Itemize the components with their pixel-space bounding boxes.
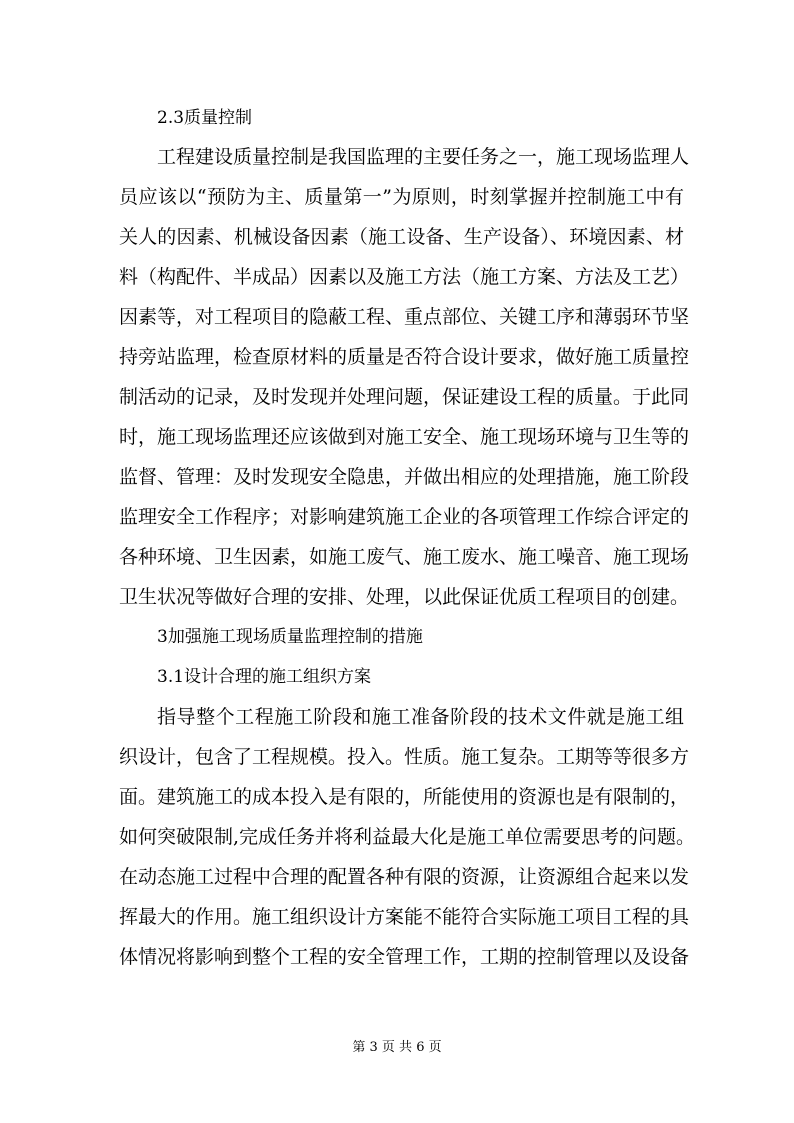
paragraph-line: 卫生状况等做好合理的安排、处理，以此保证优质工程项目的创建。: [119, 586, 690, 608]
paragraph-line: 在动态施工过程中合理的配置各种有限的资源，让资源组合起来以发: [119, 866, 690, 888]
paragraph-line: 监理安全工作程序；对影响建筑施工企业的各项管理工作综合评定的: [119, 506, 690, 528]
paragraph-line: 时，施工现场监理还应该做到对施工安全、施工现场环境与卫生等的: [119, 426, 690, 448]
paragraph-line: 指导整个工程施工阶段和施工准备阶段的技术文件就是施工组: [157, 706, 684, 728]
section-heading-3: 3加强施工现场质量监理控制的措施: [157, 627, 423, 647]
paragraph-line: 各种环境、卫生因素，如施工废气、施工废水、施工噪音、施工现场: [119, 546, 690, 568]
section-heading-2-3: 2.3质量控制: [157, 108, 253, 128]
paragraph-line: 监督、管理：及时发现安全隐患，并做出相应的处理措施，施工阶段: [119, 466, 690, 488]
paragraph-line: 员应该以“预防为主、质量第一”为原则，时刻掌握并控制施工中有: [119, 186, 684, 208]
paragraph-line: 因素等，对工程项目的隐蔽工程、重点部位、关键工序和薄弱环节坚: [119, 306, 690, 328]
paragraph-line: 面。建筑施工的成本投入是有限的，所能使用的资源也是有限制的，: [119, 786, 690, 808]
paragraph-line: 如何突破限制,完成任务并将利益最大化是施工单位需要思考的问题。: [119, 826, 696, 848]
paragraph-line: 挥最大的作用。施工组织设计方案能不能符合实际施工项目工程的具: [119, 906, 690, 928]
page-footer: [0, 1039, 794, 1057]
paragraph-line: 持旁站监理，检查原材料的质量是否符合设计要求，做好施工质量控: [119, 346, 690, 368]
paragraph-line: 体情况将影响到整个工程的安全管理工作，工期的控制管理以及设备: [119, 946, 690, 968]
paragraph-line: 料（构配件、半成品）因素以及施工方法（施工方案、方法及工艺）: [119, 266, 690, 288]
paragraph-line: 制活动的记录，及时发现并处理问题，保证建设工程的质量。于此同: [119, 386, 690, 408]
paragraph-line: 工程建设质量控制是我国监理的主要任务之一，施工现场监理人: [157, 146, 690, 168]
page-number-label: 第 3 页 共 6 页: [352, 1040, 442, 1055]
paragraph-line: 关人的因素、机械设备因素（施工设备、生产设备）、环境因素、材: [119, 226, 684, 248]
paragraph-line: 织设计，包含了工程规模。投入。性质。施工复杂。工期等等很多方: [119, 746, 690, 768]
section-heading-3-1: 3.1设计合理的施工组织方案: [157, 667, 372, 687]
